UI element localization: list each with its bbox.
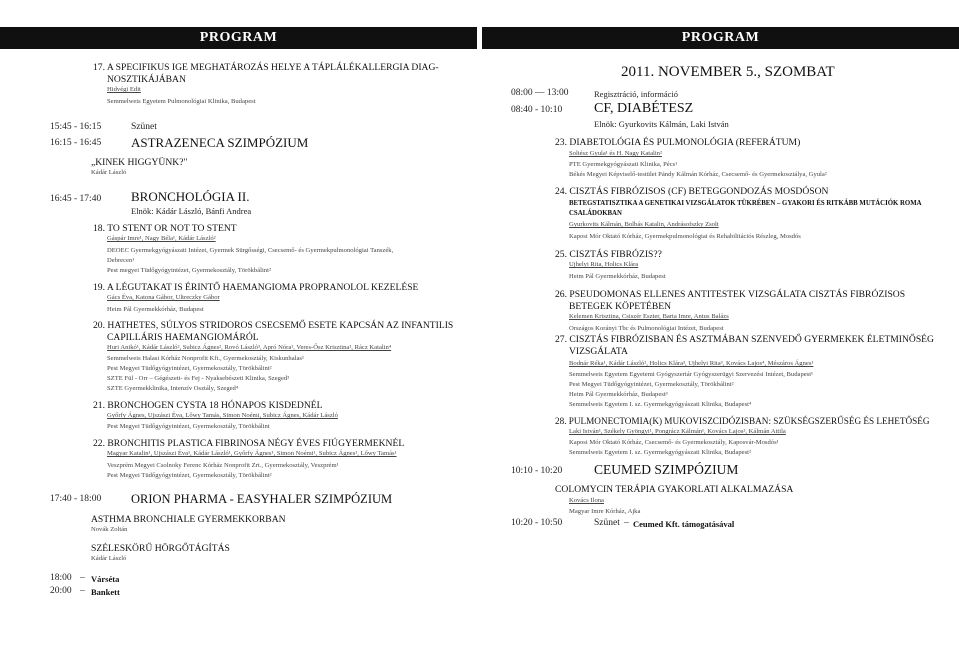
talk-17-author: Hidvégi Edit [107, 86, 141, 93]
session-ceumed-time: 10:10 - 10:20 [511, 466, 563, 476]
talk-18-institution-1: DEOEC Gyermekgyógyászati Intézet, Gyermek Sürgősségi, Csecsemő- és Gyermekpulmonológiai Tanszék, [107, 247, 394, 254]
event-bankett-time: 20:00 [50, 586, 72, 596]
session-break-time: 15:45 - 16:15 [50, 122, 102, 132]
talk-27-title-line1: 27. CISZTÁS FIBRÓZISBAN ÉS ASZTMÁBAN SZENVEDŐ GYERMEKEK ÉLETMINŐSÉG [555, 334, 934, 345]
session-break2-sponsor: Ceumed Kft. támogatásával [633, 519, 735, 529]
talk-28-title: 28. PULMONECTOMIA(K) MUKOVISZCIDÓZISBAN: SZÜKSÉGSZERŰSÉG ÉS LEHETŐSÉG [555, 416, 930, 426]
talk-21-authors: Győrfy Ágnes, Ujszászi Éva, Lőwy Tamás, Simon Noémi, Subicz Ágnes, Kádár László [107, 412, 338, 419]
session-orion-author-1: Novák Zoltán [91, 526, 128, 533]
talk-18-title: 18. TO STENT OR NOT TO STENT [93, 223, 237, 234]
event-bankett-label: Bankett [91, 587, 120, 597]
talk-20-title-line1: 20. HATHETES, SÚLYOS STRIDOROS CSECSEMŐ ESETE KAPCSÁN AZ INFANTILIS [93, 320, 454, 331]
talk-24-title: 24. CISZTÁS FIBRÓZISOS (CF) BETEGGONDOZÁS MOSDÓSON [555, 186, 829, 197]
event-varseta-time: 18:00 [50, 573, 72, 583]
talk-23-institution-1: PTE Gyermekgyógyászati Klinika, Pécs¹ [569, 161, 678, 168]
session-astrazeneca-author: Kádár László [91, 169, 127, 176]
talk-27-title-line2: VIZSGÁLATA [569, 346, 628, 357]
talk-20-institution-1: Semmelweis Halasi Kórház Nonprofit Kft., Gyermekosztály, Kiskunhalas¹ [107, 355, 304, 362]
talk-17-title-line2: NOSZTIKÁJÁBAN [107, 74, 186, 85]
talk-17-institution: Semmelweis Egyetem Pulmonológiai Klinika, Budapest [107, 98, 256, 105]
event-varseta-label: Várséta [91, 574, 120, 584]
talk-27-institution-1: Semmelweis Egyetem Egyetemi Gyógyszertár Gyógyszerügyi Szervezési Intézet, Budapest¹ [569, 371, 814, 378]
session-orion-sub-2: SZÉLESKÖRŰ HÖRGŐTÁGÍTÁS [91, 543, 230, 554]
session-astrazeneca-subtitle: „KINEK HIGGYÜNK?" [91, 157, 188, 168]
header-left-label: PROGRAM [199, 30, 278, 45]
talk-25-institution: Heim Pál Gyermekkórház, Budapest [569, 273, 666, 280]
talk-25-authors: Ujhelyi Rita, Holics Klára [569, 261, 639, 268]
talk-26-title-line2: BETEGEK KÖPETÉBEN [569, 301, 672, 312]
session-orion-title: ORION PHARMA - EASYHALER SZIMPÓZIUM [131, 492, 393, 506]
talk-18-authors: Gáspár Imre¹, Nagy Béla¹, Kádár László² [107, 235, 216, 242]
talk-27-authors: Bodnár Réka¹, Kádár László², Holics Klára³, Ujhelyi Rita³, Kovács Lajos⁴, Mészáros Ágnes¹ [569, 360, 814, 367]
header-left [0, 27, 477, 49]
talk-20-authors: Huri Anikó¹, Kádár László², Subicz Ágnes², Rovó László³, Apró Nóra¹, Veres-Ősz Krisztina¹, Rácz Katalin⁴ [107, 344, 392, 351]
talk-17-title-line1: 17. A SPECIFIKUS IGE MEGHATÁROZÁS HELYE A TÁPLÁLÉKALLERGIA DIAG- [93, 62, 439, 73]
talk-28-institution-1: Kaposi Mór Oktató Kórház, Csecsemő- és Gyermekosztály, Kaposvár-Mosdós¹ [569, 439, 779, 446]
registration-time: 08:00 — 13:00 [511, 88, 569, 98]
talk-24-authors: Gyurkovits Kálmán, Bolbás Katalin, Andrásofszky Zsolt [569, 221, 719, 228]
talk-22-institution-1: Veszprém Megyei Csolnoky Ferenc Kórház Nonprofit Zrt., Gyermekosztály, Veszprém¹ [107, 462, 339, 469]
talk-23-institution-2: Békés Megyei Képviselő-testület Pándy Kálmán Kórház, Csecsemő- és Gyermekosztálya, Gyula² [569, 171, 827, 178]
talk-19-authors: Gács Éva, Katona Gábor, Ultreczky Gábor [107, 294, 220, 301]
session-break2-dash: – [624, 518, 629, 528]
talk-27-institution-3: Heim Pál Gyermekkórház, Budapest³ [569, 391, 668, 398]
talk-20-title-line2: CAPILLÁRIS HAEMANGIOMÁRÓL [107, 332, 259, 343]
session-ceumed-author: Kovács Ilona [569, 497, 604, 504]
talk-24-sub-line2: CSALÁDOKBAN [569, 210, 622, 217]
header-right-label: PROGRAM [681, 30, 760, 45]
talk-18-institution-2: Debrecen¹ [107, 257, 135, 264]
talk-20-institution-4: SZTE Gyermekklinika, Intenzív Osztály, Szeged⁴ [107, 385, 239, 392]
talk-21-title: 21. BRONCHOGEN CYSTA 18 HÓNAPOS KISDEDNÉL [93, 400, 323, 411]
header-right [482, 27, 959, 49]
talk-24-institution: Kaposi Mór Oktató Kórház, Gyermekpulmonológiai és Rehabilitációs Részleg, Mosdós [569, 233, 801, 240]
registration-label: Regisztráció, információ [594, 89, 679, 99]
session-break2-time: 10:20 - 10:50 [511, 518, 563, 528]
talk-26-authors: Kelemen Krisztina, Csiszér Eszter, Barta Imre, Antus Balázs [569, 313, 729, 320]
session-cf-chairs: Elnök: Gyurkovits Kálmán, Laki István [594, 119, 729, 129]
talk-24-sub-line1: BETEGSTATISZTIKA A GENETIKAI VIZSGÁLATOK TÜKRÉBEN – GYAKORI ÉS RITKÁBB MUTÁCIÓK ROMA [569, 200, 922, 207]
talk-23-title: 23. DIABETOLÓGIA ÉS PULMONOLÓGIA (REFERÁTUM) [555, 137, 801, 148]
session-break2-label: Szünet [594, 518, 620, 528]
event-bankett-dash: – [80, 586, 85, 596]
session-astrazeneca-time: 16:15 - 16:45 [50, 138, 102, 148]
talk-20-institution-3: SZTE Fül - Orr – Gégészeti- és Fej - Nyaksebészeti Klinika, Szeged³ [107, 375, 290, 382]
talk-28-authors: Laki István¹, Székely Gyöngyi¹, Pongrácz Kálmán¹, Kovács Lajos², Kálmán Attila [569, 428, 786, 435]
talk-26-institution: Országos Korányi Tbc és Pulmonológiai Intézet, Budapest [569, 325, 724, 332]
talk-19-institution: Heim Pál Gyermekkórház, Budapest [107, 306, 204, 313]
talk-26-title-line1: 26. PSEUDOMONAS ELLENES ANTITESTEK VIZSGÁLATA CISZTÁS FIBRÓZISOS [555, 289, 906, 300]
talk-18-institution-3: Pest megyei Tüdőgyógyintézet, Gyermekosztály, Törökbálint² [107, 267, 271, 274]
talk-22-institution-2: Pest Megyei Tüdőgyógyintézet, Gyermekosztály, Törökbálint² [107, 472, 272, 479]
session-bronchology-chairs: Elnök: Kádár László, Bánfi Andrea [131, 206, 252, 216]
talk-22-title: 22. BRONCHITIS PLASTICA FIBRINOSA NÉGY ÉVES FIÚGYERMEKNÉL [93, 438, 405, 449]
session-orion-time: 17:40 - 18:00 [50, 494, 102, 504]
session-ceumed-title: CEUMED SZIMPÓZIUM [594, 462, 739, 477]
talk-28-institution-2: Semmelweis Egyetem I. sz. Gyermekgyógyászati Klinika, Budapest² [569, 449, 751, 456]
talk-27-institution-4: Semmelweis Egyetem I. sz. Gyermekgyógyászati Klinika, Budapest⁴ [569, 401, 752, 408]
day-date: 2011. NOVEMBER 5., SZOMBAT [621, 64, 835, 80]
talk-23-authors: Soltész Gyula¹ és H. Nagy Katalin² [569, 150, 662, 157]
session-cf-title: CF, DIABÉTESZ [594, 101, 694, 116]
talk-20-institution-2: Pest Megyei Tüdőgyógyintézet, Gyermekosztály, Törökbálint² [107, 365, 272, 372]
session-ceumed-sub: COLOMYCIN TERÁPIA GYAKORLATI ALKALMAZÁSA [555, 484, 794, 495]
event-varseta-dash: – [80, 573, 85, 583]
session-bronchology-title: BRONCHOLÓGIA II. [131, 189, 250, 204]
session-ceumed-institution: Magyar Imre Kórház, Ajka [569, 508, 641, 515]
talk-19-title: 19. A LÉGUTAKAT IS ÉRINTŐ HAEMANGIOMA PROPRANOLOL KEZELÉSE [93, 282, 419, 293]
session-astrazeneca-title: ASTRAZENECA SZIMPÓZIUM [131, 135, 309, 150]
talk-22-authors: Magyar Katalin¹, Ujszászi Éva¹, Kádár László¹, Győrfy Ágnes¹, Simon Noémi¹, Subicz Ágnes¹, Lőwy Tamás¹ [107, 450, 397, 457]
session-orion-author-2: Kádár László [91, 555, 127, 562]
session-cf-time: 08:40 - 10:10 [511, 105, 563, 115]
talk-27-institution-2: Pest Megyei Tüdőgyógyintézet, Gyermekosztály, Törökbálint² [569, 381, 734, 388]
talk-25-title: 25. CISZTÁS FIBRÓZIS?? [555, 249, 662, 260]
session-break-label: Szünet [131, 122, 157, 132]
session-bronchology-time: 16:45 - 17:40 [50, 194, 102, 204]
talk-21-institution: Pest Megyei Tüdőgyógyintézet, Gyermekosztály, Törökbálint [107, 423, 270, 430]
session-orion-sub-1: ASTHMA BRONCHIALE GYERMEKKORBAN [91, 514, 286, 525]
